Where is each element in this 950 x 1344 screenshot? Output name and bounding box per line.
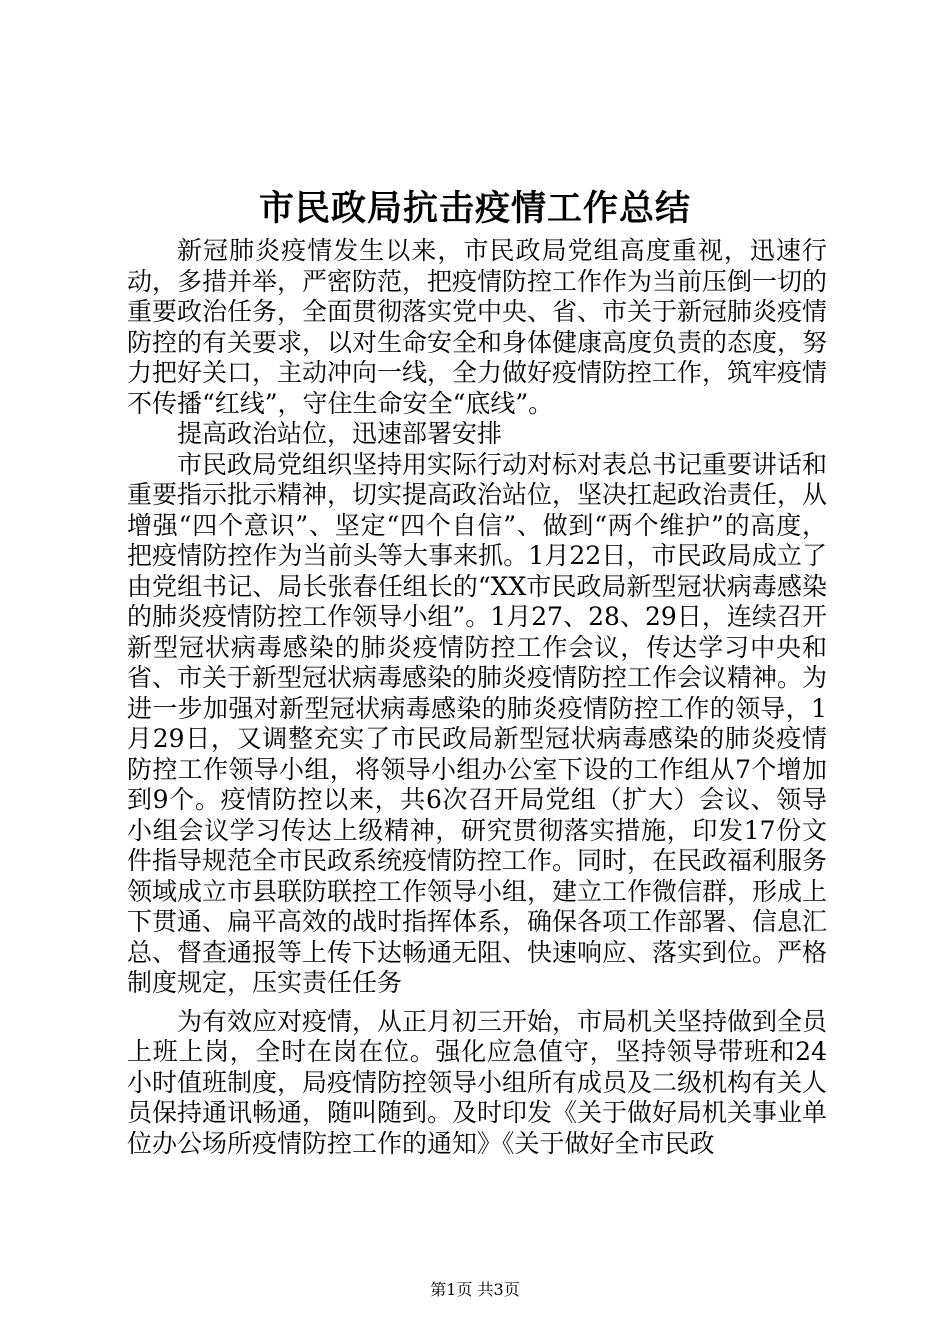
page-footer: 第1页 共3页 <box>430 1280 520 1299</box>
document-body <box>127 236 827 1159</box>
paragraph-deployment: 市民政局党组织坚持用实际行动对标对表总书记重要讲话和重要指示批示精神，切实提高政治站位，坚决扛起政治责任，从增强“四个意识”、坚定“四个自信”、做到“两个维护”的高度，把疫情防控作为当前头等大事来抓。1月22日，市民政局成立了由党组书记、局长张春任组长的“XX市民政局新型冠状病毒感染的肺炎疫情防控工作领导小组”。1月27、28、29日，连续召开新型冠状病毒感染的肺炎疫情防控工作会议，传达学习中央和省、市关于新型冠状病毒感染的肺炎疫情防控工作会议精神。为进一步加强对新型冠状病毒感染的肺炎疫情防控工作的领导，1月29日，又调整充实了市民政局新型冠状病毒感染的肺炎疫情防控工作领导小组，将领导小组办公室下设的工作组从7个增加到9个。疫情防控以来，共6次召开局党组（扩大）会议、领导小组会议学习传达上级精神，研究贯彻落实措施，印发17份文件指导规范全市民政系统疫情防控工作。同时，在民政福利服务领域成立市县联防联控工作领导小组，建立工作微信群，形成上下贯通、扁平高效的战时指挥体系，确保各项工作部署、信息汇总、督查通报等上传下达畅通无阻、快速响应、落实到位。严格制度规定，压实责任任务 <box>127 449 828 997</box>
paragraph-intro: 新冠肺炎疫情发生以来，市民政局党组高度重视，迅速行动，多措并举，严密防范，把疫情防控工作作为当前压倒一切的重要政治任务，全面贯彻落实党中央、省、市关于新冠肺炎疫情防控的有关要求，以对生命安全和身体健康高度负责的态度，努力把好关口，主动冲向一线，全力做好疫情防控工作，筑牢疫情不传播“红线”，守住生命安全“底线”。 <box>127 236 828 418</box>
paragraph-duty: 为有效应对疫情，从正月初三开始，市局机关坚持做到全员上班上岗，全时在岗在位。强化应急值守，坚持领导带班和24小时值班制度，局疫情防控领导小组所有成员及二级机构有关人员保持通讯畅通，随叫随到。及时印发《关于做好局机关事业单位办公场所疫情防控工作的通知》《关于做好全市民政 <box>127 1006 828 1158</box>
section-heading: 提高政治站位，迅速部署安排 <box>177 419 503 448</box>
document-title: 市民政局抗击疫情工作总结 <box>258 188 691 229</box>
